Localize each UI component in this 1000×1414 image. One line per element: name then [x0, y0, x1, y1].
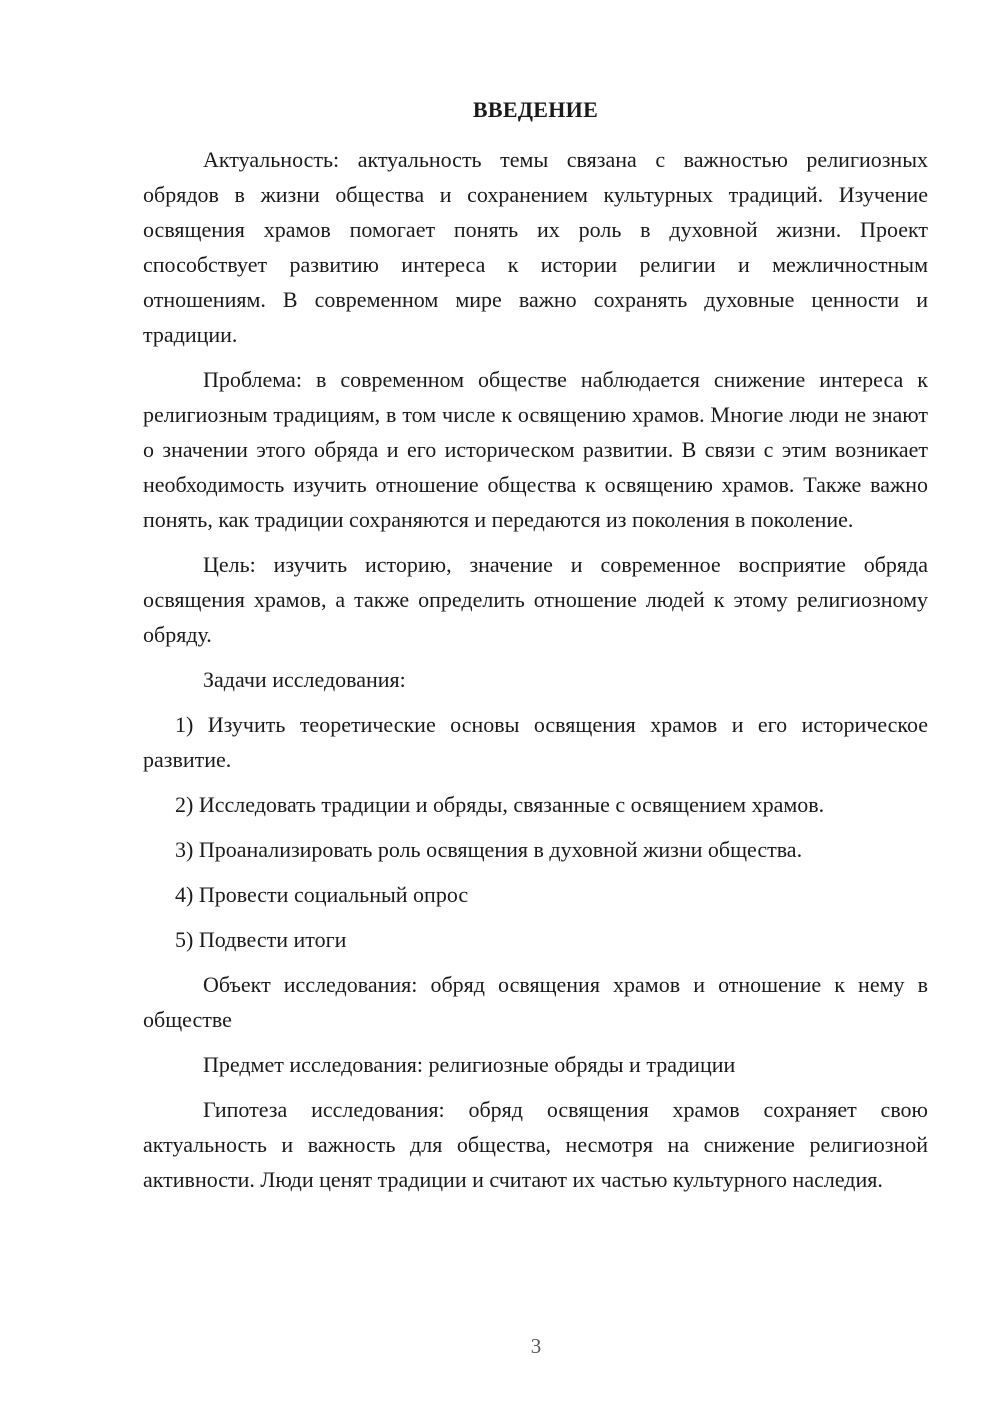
paragraph-goal: Цель: изучить историю, значение и современное восприятие обряда освящения храмов, а также определить отношение людей к этому религиозному обряду. — [143, 552, 928, 647]
paragraph-problem: Проблема: в современном обществе наблюдается снижение интереса к религиозным традициям, в том числе к освящению храмов. Многие люди не знают о значении этого обряда и его историческом развитии. В связи с этим возникает необходимость изучить отношение общества к освящению храмов. Также важно понять, как традиции сохраняются и передаются из поколения в поколение. — [143, 367, 928, 532]
paragraph-subject: Предмет исследования: религиозные обряды и традиции — [203, 1052, 736, 1077]
task-item: 2) Исследовать традиции и обряды, связанные с освящением храмов. — [175, 792, 825, 817]
task-item: 4) Провести социальный опрос — [175, 882, 469, 907]
tasks-heading: Задачи исследования: — [203, 667, 406, 692]
page-number: 3 — [530, 1334, 542, 1358]
document-page — [143, 92, 928, 1207]
paragraph-relevance: Актуальность: актуальность темы связана с важностью религиозных обрядов в жизни общества и сохранением культурных традиций. Изучение освящения храмов помогает понять их роль в духовной жизни. Проект способствует развитию интереса к истории религии и межличностным отношениям. В современном мире важно сохранять духовные ценности и традиции. — [143, 147, 928, 347]
paragraph-hypothesis: Гипотеза исследования: обряд освящения храмов сохраняет свою актуальность и важность для общества, несмотря на снижение религиозной активности. Люди ценят традиции и считают их частью культурного наследия. — [143, 1097, 928, 1192]
task-item: 5) Подвести итоги — [175, 927, 347, 952]
task-item: 3) Проанализировать роль освящения в духовной жизни общества. — [175, 837, 803, 862]
paragraph-object: Объект исследования: обряд освящения храмов и отношение к нему в обществе — [143, 972, 928, 1032]
document-title: ВВЕДЕНИЕ — [472, 97, 599, 122]
task-item: 1) Изучить теоретические основы освящения храмов и его историческое развитие. — [143, 712, 928, 772]
